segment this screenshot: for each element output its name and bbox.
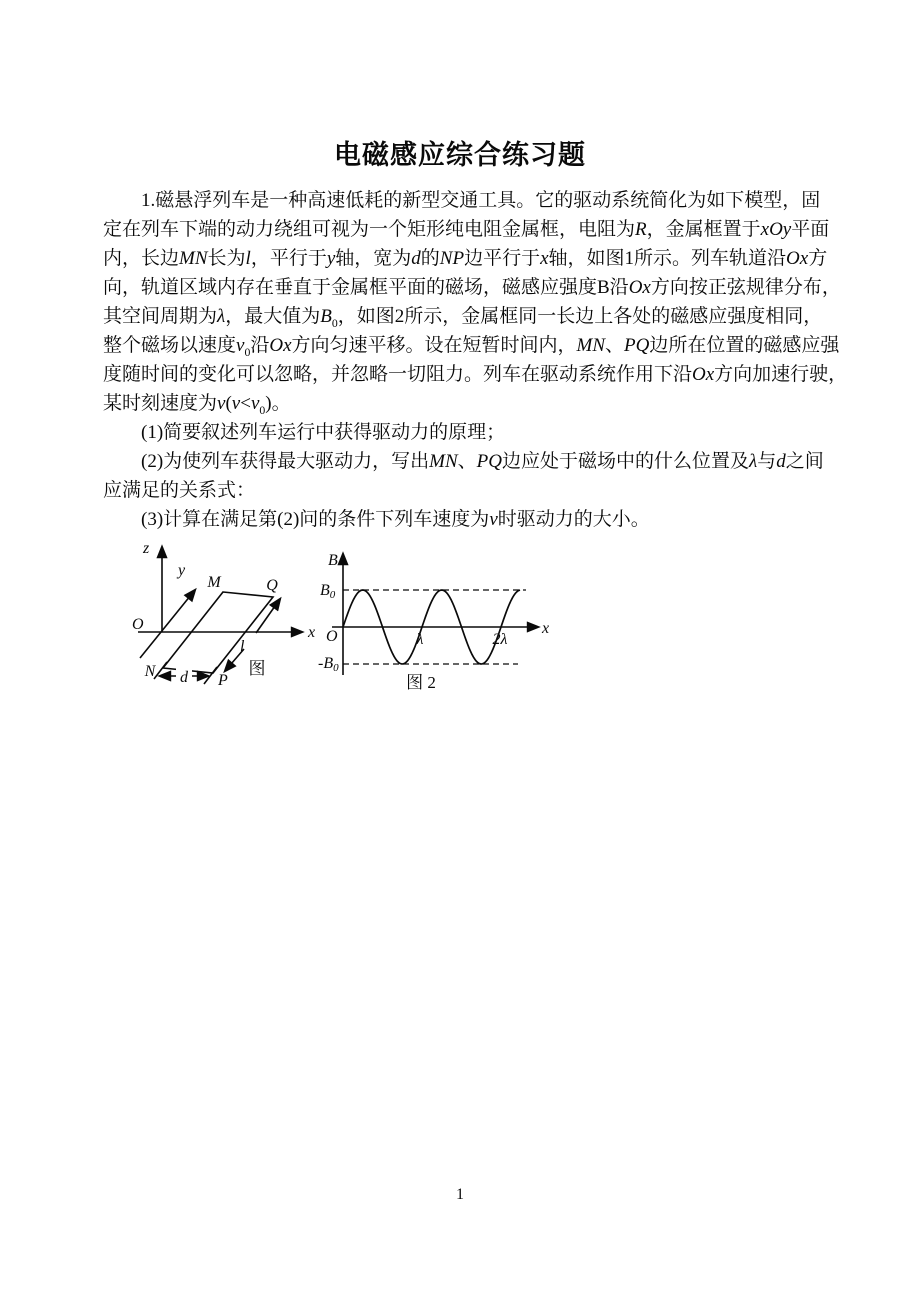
fig1-label-y: y: [178, 562, 186, 579]
problem-line-4: 向，轨道区域内存在垂直于金属框平面的磁场，磁感应强度B沿Ox方向按正弦规律分布，: [103, 277, 841, 298]
problem-line-7: 度随时间的变化可以忽略，并忽略一切阻力。列车在驱动系统作用下沿Ox方向加速行驶，: [103, 364, 848, 385]
fig1-label-d: d: [180, 669, 188, 686]
problem-line-3: 内，长边MN长为l，平行于y轴，宽为d的NP边平行于x轴，如图1所示。列车轨道沿Ox方: [103, 248, 828, 269]
fig1-label-x: x: [308, 624, 316, 641]
problem-line-5: 其空间周期为λ，最大值为$B_0$，如图2所示，金属框同一长边上各处的磁感应强度相同，: [103, 306, 823, 330]
fig2-tick-lambda: λ: [416, 631, 424, 648]
problem-line-1: 1.磁悬浮列车是一种高速低耗的新型交通工具。它的驱动系统简化为如下模型，固: [141, 190, 821, 211]
fig1-label-z: z: [143, 540, 150, 557]
fig2-label-o: O: [326, 628, 338, 645]
fig2-label-b: B: [328, 552, 338, 569]
y-axis: [140, 590, 195, 658]
problem-text: [103, 186, 848, 534]
figure2-field-graph: [318, 545, 568, 697]
problem-line-6: 整个磁场以速度$v_0$沿Ox方向匀速平移。设在短暂时间内，MN、PQ边所在位置的磁感应强: [103, 335, 840, 359]
figure1-caption: 图: [248, 659, 266, 678]
fig1-label-l: l: [240, 638, 245, 655]
question-2-continued: 应满足的关系式：: [103, 480, 256, 501]
problem-line-8: 某时刻速度为$v(v<v_0)$。: [103, 393, 291, 417]
page-title: 电磁感应综合练习题: [334, 140, 586, 170]
question-1-line: (1)简要叙述列车运行中获得驱动力的原理；: [141, 422, 506, 443]
fig2-label-neg-b0: -B0: [318, 655, 339, 674]
figure1-coil-diagram: [126, 533, 326, 703]
figure2-caption: 图 2: [406, 673, 436, 692]
page-number: 1: [456, 1186, 464, 1203]
fig1-label-n: N: [144, 663, 156, 680]
fig1-label-p: P: [218, 672, 228, 689]
fig2-tick-2lambda: 2λ: [492, 631, 508, 648]
question-2-line: (2)为使列车获得最大驱动力，写出MN、PQ边应处于磁场中的什么位置及λ与d之间: [141, 451, 824, 472]
fig1-label-o: O: [132, 616, 144, 633]
fig1-label-m: M: [207, 574, 221, 591]
fig2-label-x: x: [542, 620, 550, 637]
fig2-label-b0: B0: [320, 582, 336, 601]
question-3-line: (3)计算在满足第(2)问的条件下列车速度为v时驱动力的大小。: [141, 509, 650, 530]
problem-line-2: 定在列车下端的动力绕组可视为一个矩形纯电阻金属框，电阻为R，金属框置于xOy平面: [103, 219, 830, 240]
fig1-label-q: Q: [266, 577, 278, 594]
